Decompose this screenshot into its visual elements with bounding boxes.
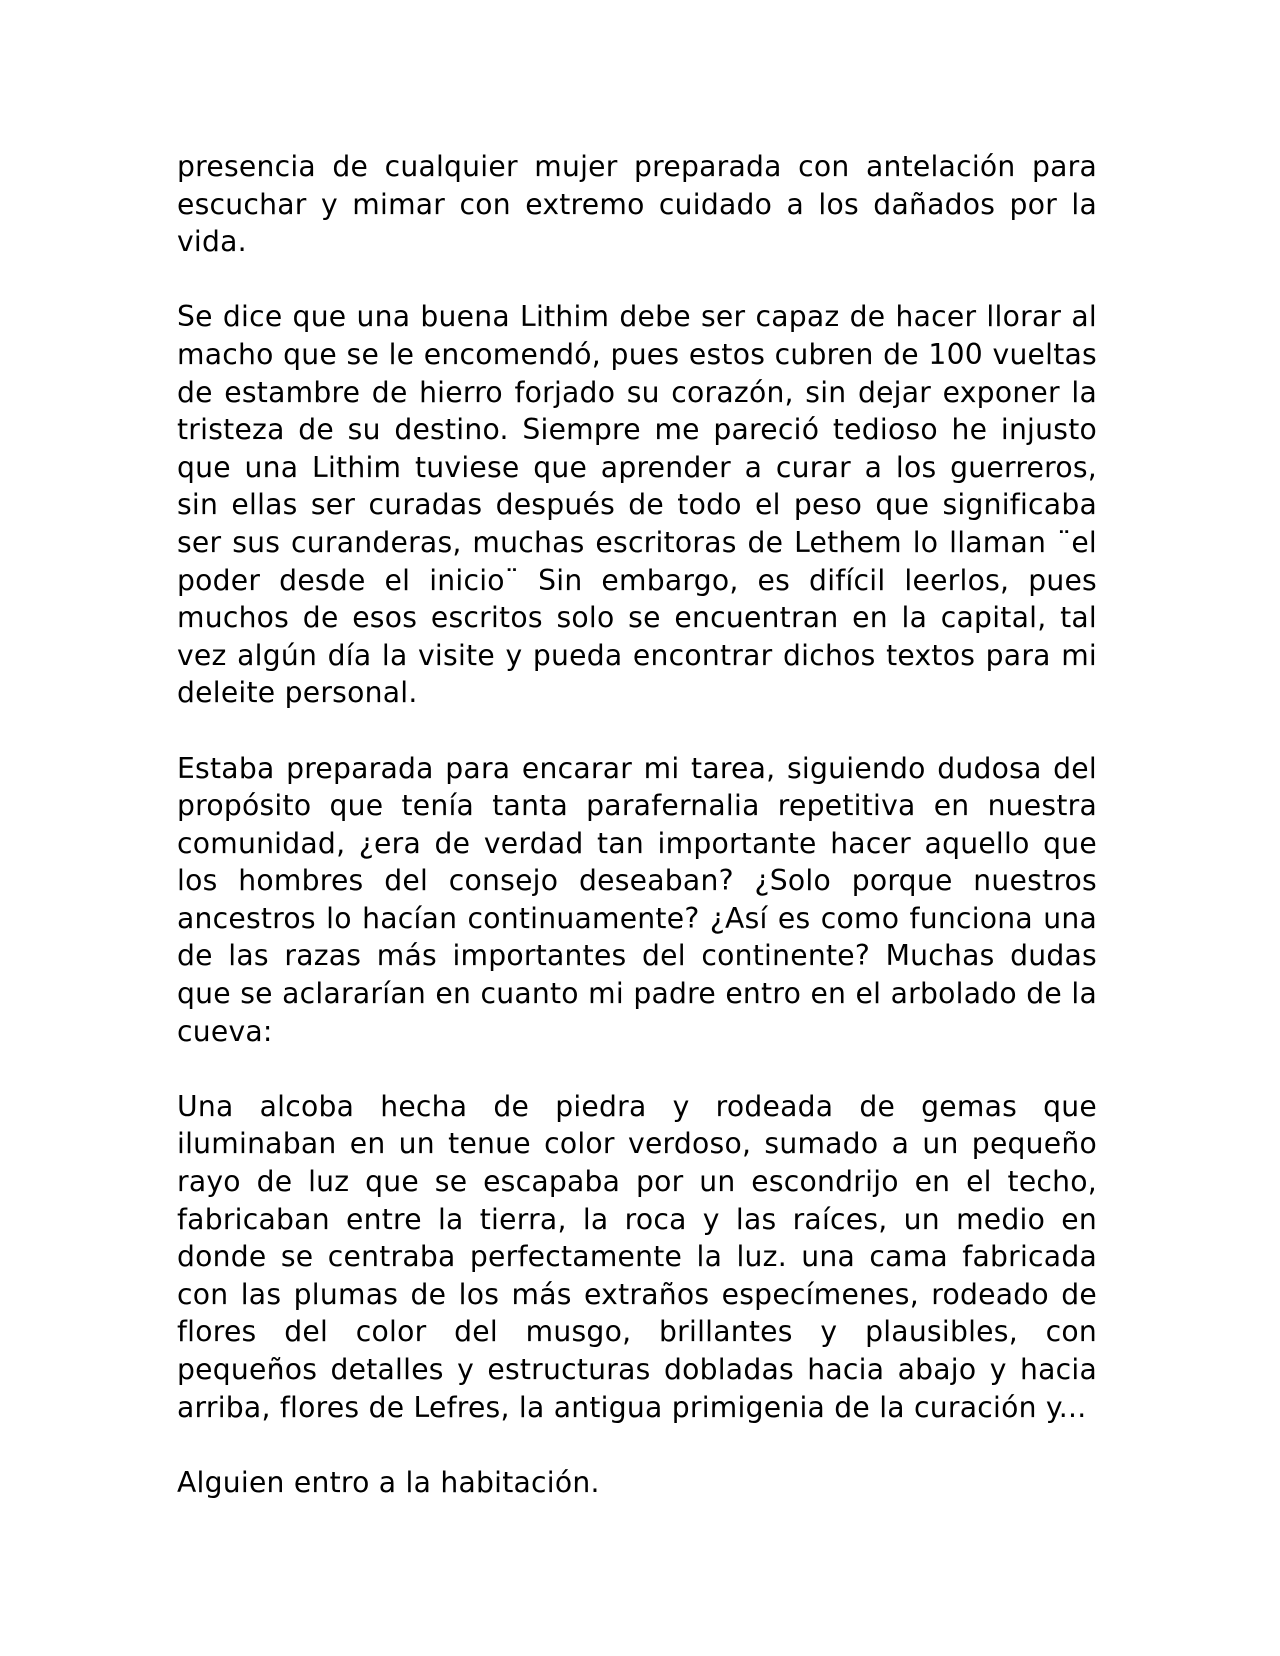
paragraph-3: Estaba preparada para encarar mi tarea, siguiendo dudosa del propósito que tenía tanta parafernalia repetitiva en nuestra comunidad, ¿era de verdad tan importante hacer aquello que los hombres del consejo deseaban? ¿Solo porque nuestros ancestros lo hacían continuamente? ¿Así es como funciona una de las razas más importantes del continente? Muchas dudas que se aclararían en cuanto mi padre entro en el arbolado de la cueva: [177, 751, 1097, 1048]
document-page [177, 148, 1097, 1501]
paragraph-5: Alguien entro a la habitación. [177, 1465, 600, 1499]
paragraph-1: presencia de cualquier mujer preparada con antelación para escuchar y mimar con extremo cuidado a los dañados por la vida. [177, 150, 1097, 259]
paragraph-2: Se dice que una buena Lithim debe ser capaz de hacer llorar al macho que se le encomendó, pues estos cubren de 100 vueltas de estambre de hierro forjado su corazón, sin dejar exponer la tristeza de su destino. Siempre me pareció tedioso he injusto que una Lithim tuviese que aprender a curar a los guerreros, sin ellas ser curadas después de todo el peso que significaba ser sus curanderas, muchas escritoras de Lethem lo llaman ¨el poder desde el inicio¨ Sin embargo, es difícil leerlos, pues muchos de esos escritos solo se encuentran en la capital, tal vez algún día la visite y pueda encontrar dichos textos para mi deleite personal. [177, 300, 1097, 710]
paragraph-4: Una alcoba hecha de piedra y rodeada de gemas que iluminaban en un tenue color verdoso, sumado a un pequeño rayo de luz que se escapaba por un escondrijo en el techo, fabricaban entre la tierra, la roca y las raíces, un medio en donde se centraba perfectamente la luz. una cama fabricada con las plumas de los más extraños especímenes, rodeado de flores del color del musgo, brillantes y plausibles, con pequeños detalles y estructuras dobladas hacia abajo y hacia arriba, flores de Lefres, la antigua primigenia de la curación y... [177, 1089, 1097, 1424]
